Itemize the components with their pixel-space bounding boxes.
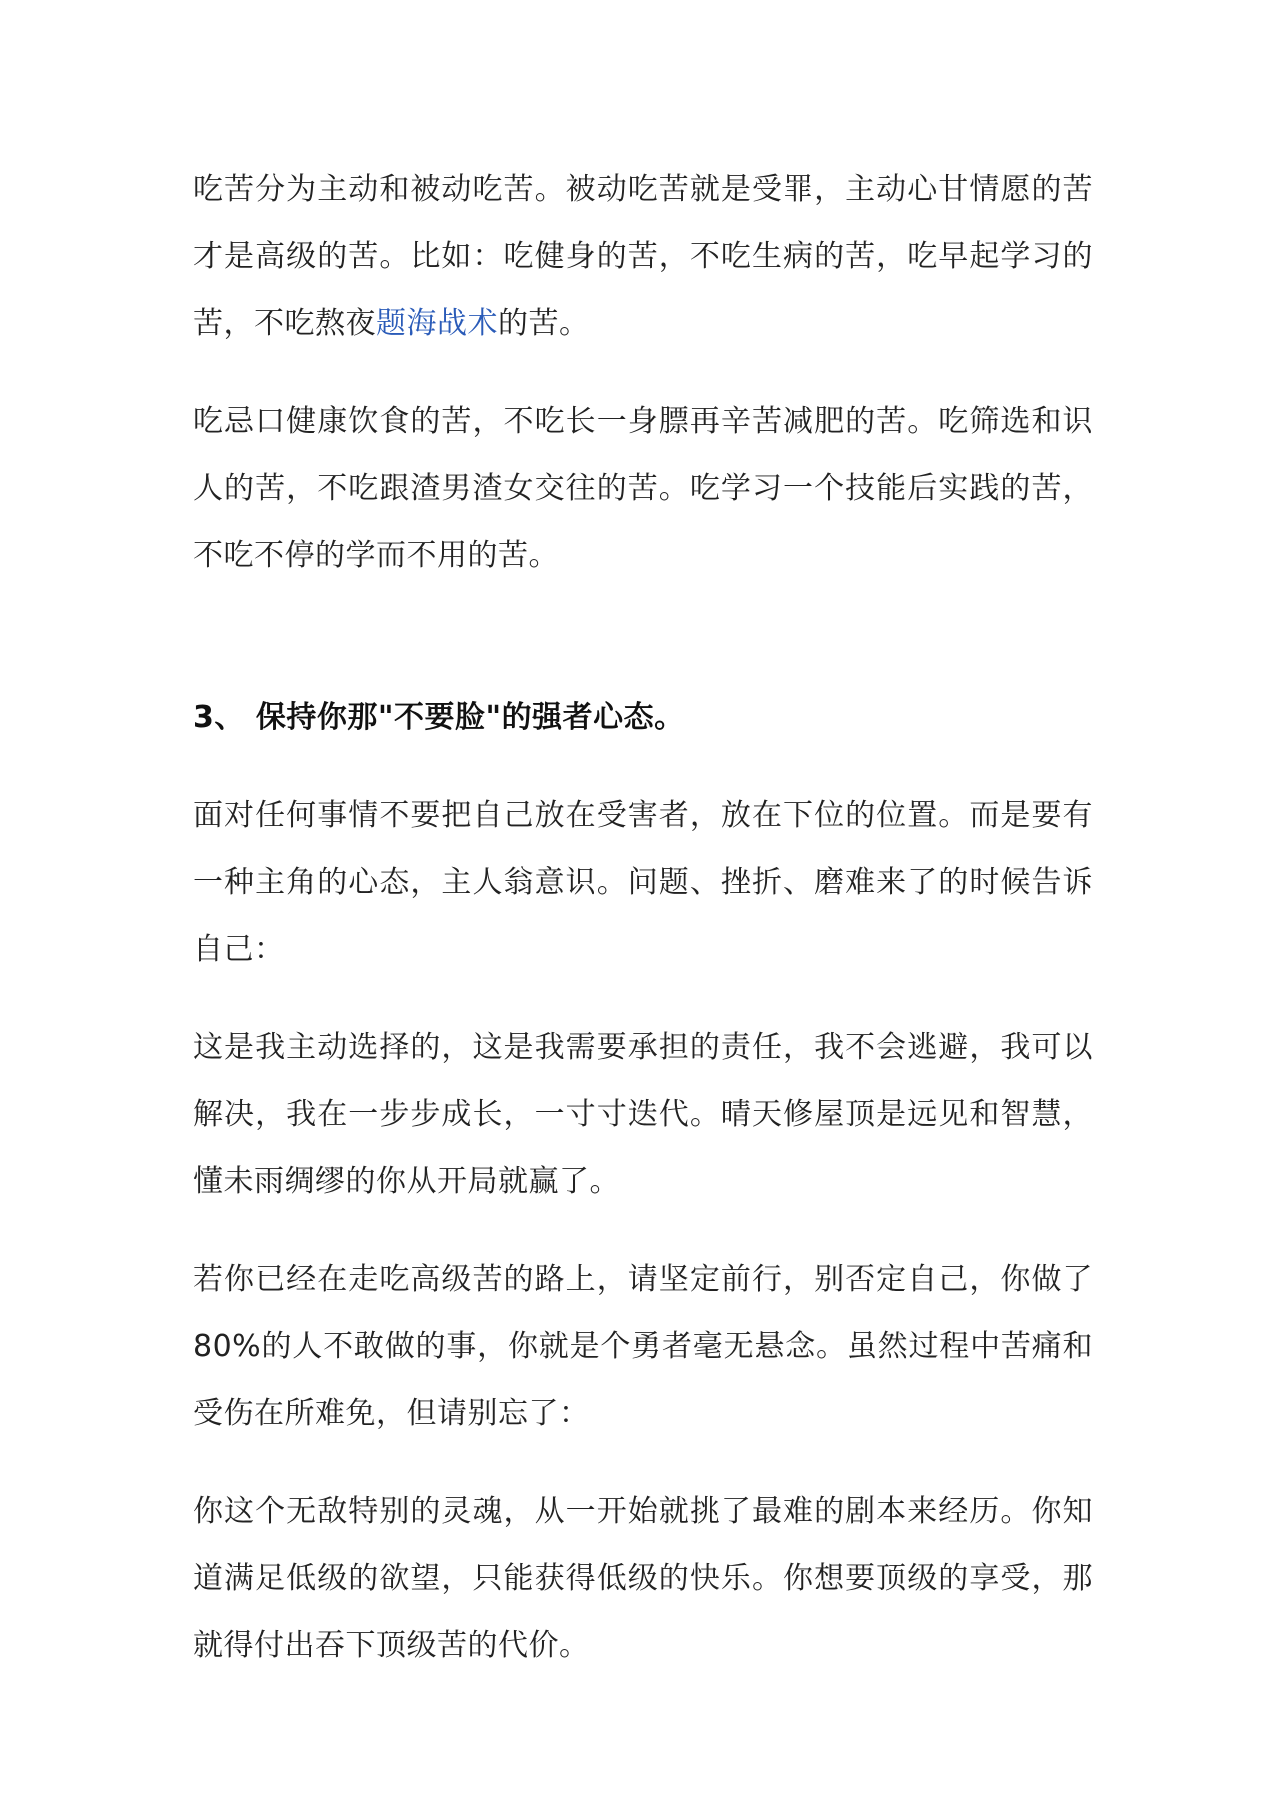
- paragraph-5: 若你已经在走吃高级苦的路上，请坚定前行，别否定自己，你做了80%的人不敢做的事，你就是个勇者毫无悬念。虽然过程中苦痛和受伤在所难免，但请别忘了：: [193, 1262, 1093, 1431]
- paragraph-1-tail: 的苦。: [498, 306, 590, 341]
- paragraph-1: [193, 156, 1093, 357]
- article-body: [193, 156, 1093, 1710]
- paragraph-2: 吃忌口健康饮食的苦，不吃长一身膘再辛苦减肥的苦。吃筛选和识人的苦，不吃跟渣男渣女交往的苦。吃学习一个技能后实践的苦，不吃不停的学而不用的苦。: [193, 404, 1093, 573]
- paragraph-4: 这是我主动选择的，这是我需要承担的责任，我不会逃避，我可以解决，我在一步步成长，一寸寸迭代。晴天修屋顶是远见和智慧，懂未雨绸缪的你从开局就赢了。: [193, 1030, 1093, 1199]
- paragraph-3: 面对任何事情不要把自己放在受害者，放在下位的位置。而是要有一种主角的心态，主人翁意识。问题、挫折、磨难来了的时候告诉自己：: [193, 798, 1093, 967]
- paragraph-1-text: 吃苦分为主动和被动吃苦。被动吃苦就是受罪，主动心甘情愿的苦才是高级的苦。比如：吃健身的苦，不吃生病的苦，吃早起学习的苦，不吃熬夜: [193, 172, 1093, 341]
- paragraph-6: 你这个无敌特别的灵魂，从一开始就挑了最难的剧本来经历。你知道满足低级的欲望，只能获得低级的快乐。你想要顶级的享受，那就得付出吞下顶级苦的代价。: [193, 1494, 1093, 1663]
- keyword-link[interactable]: 题海战术: [376, 306, 498, 341]
- section-heading: 3、 保持你那"不要脸"的强者心态。: [193, 700, 685, 735]
